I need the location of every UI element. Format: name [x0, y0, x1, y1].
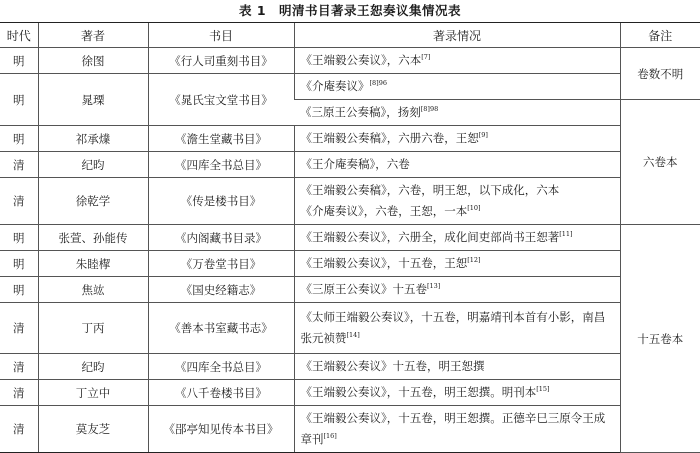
author-cell: 纪昀	[38, 354, 148, 380]
header-era: 时代	[0, 23, 38, 48]
author-cell: 张萱、孙能传	[38, 225, 148, 251]
header-author: 著者	[38, 23, 148, 48]
table-row	[0, 178, 700, 225]
author-cell: 晁瑮	[38, 74, 148, 126]
book-cell: 《行人司重刻书目》	[148, 48, 294, 74]
author-cell: 祁承㸁	[38, 126, 148, 152]
record-cell: 《王端毅公奏稿》，六卷，明王恕，以下成化，六本 《介庵奏议》，六卷，王恕，一本[10]	[294, 178, 620, 225]
note-cell-fifteen: 十五卷本	[620, 225, 700, 453]
author-cell: 丁丙	[38, 303, 148, 354]
record-cell: 《王端毅公奏稿》，六册六卷，王恕[9]	[294, 126, 620, 152]
table-row	[0, 74, 700, 100]
book-cell: 《传是楼书目》	[148, 178, 294, 225]
table-row	[0, 48, 700, 74]
header-notes: 备注	[620, 23, 700, 48]
era-cell: 明	[0, 277, 38, 303]
book-cell: 《八千卷楼书目》	[148, 380, 294, 406]
era-cell: 明	[0, 74, 38, 126]
table-row	[0, 303, 700, 354]
table-row	[0, 251, 700, 277]
era-cell: 清	[0, 303, 38, 354]
book-cell: 《晁氏宝文堂书目》	[148, 74, 294, 126]
author-cell: 莫友芝	[38, 406, 148, 453]
record-cell: 《王端毅公奏议》，十五卷，明王恕撰。正德辛巳三原令王成章刊[16]	[294, 406, 620, 453]
author-cell: 纪昀	[38, 152, 148, 178]
author-cell: 朱睦㮮	[38, 251, 148, 277]
book-cell: 《国史经籍志》	[148, 277, 294, 303]
era-cell: 清	[0, 354, 38, 380]
era-cell: 清	[0, 406, 38, 453]
era-cell: 清	[0, 178, 38, 225]
book-cell: 《澹生堂藏书目》	[148, 126, 294, 152]
record-cell: 《三原王公奏议》十五卷[13]	[294, 277, 620, 303]
book-cell: 《四库全书总目》	[148, 354, 294, 380]
author-cell: 丁立中	[38, 380, 148, 406]
author-cell: 徐图	[38, 48, 148, 74]
book-cell: 《善本书室藏书志》	[148, 303, 294, 354]
author-cell: 焦竑	[38, 277, 148, 303]
table-row	[0, 126, 700, 152]
table-row	[0, 225, 700, 251]
book-cell: 《万卷堂书目》	[148, 251, 294, 277]
author-cell: 徐乾学	[38, 178, 148, 225]
record-cell: 《王端毅公奏议》，十五卷，王恕[12]	[294, 251, 620, 277]
header-book: 书目	[148, 23, 294, 48]
table-row	[0, 406, 700, 453]
record-cell: 《王端毅公奏议》十五卷，明王恕撰	[294, 354, 620, 380]
table-row	[0, 152, 700, 178]
record-cell: 《王端毅公奏议》，六册全，成化间吏部尚书王恕著[11]	[294, 225, 620, 251]
header-row	[0, 23, 700, 48]
era-cell: 明	[0, 126, 38, 152]
record-cell: 《王端毅公奏议》，六本[7]	[294, 48, 620, 74]
era-cell: 明	[0, 251, 38, 277]
records-table	[0, 22, 700, 453]
note-cell-unknown: 卷数不明	[620, 48, 700, 100]
book-cell: 《郘亭知见传本书目》	[148, 406, 294, 453]
era-cell: 明	[0, 225, 38, 251]
table-row	[0, 380, 700, 406]
table-row	[0, 277, 700, 303]
record-cell: 《太师王端毅公奏议》，十五卷，明嘉靖刊本首有小影，南昌张元祯赞[14]	[294, 303, 620, 354]
table-caption: 表 1 明清书目著录王恕奏议集情况表	[238, 3, 462, 18]
record-cell: 《三原王公奏稿》，扬刻$^{[8]98}$	[294, 100, 620, 126]
note-cell-six: 六卷本	[620, 100, 700, 225]
header-records: 著录情况	[294, 23, 620, 48]
table-row	[0, 354, 700, 380]
era-cell: 清	[0, 152, 38, 178]
era-cell: 明	[0, 48, 38, 74]
book-cell: 《四库全书总目》	[148, 152, 294, 178]
record-cell: 《王介庵奏稿》，六卷	[294, 152, 620, 178]
book-cell: 《内阁藏书目录》	[148, 225, 294, 251]
era-cell: 清	[0, 380, 38, 406]
record-cell: 《王端毅公奏议》，十五卷，明王恕撰。明刊本[15]	[294, 380, 620, 406]
record-cell: 《介庵奏议》$^{[8]96}$	[294, 74, 620, 100]
